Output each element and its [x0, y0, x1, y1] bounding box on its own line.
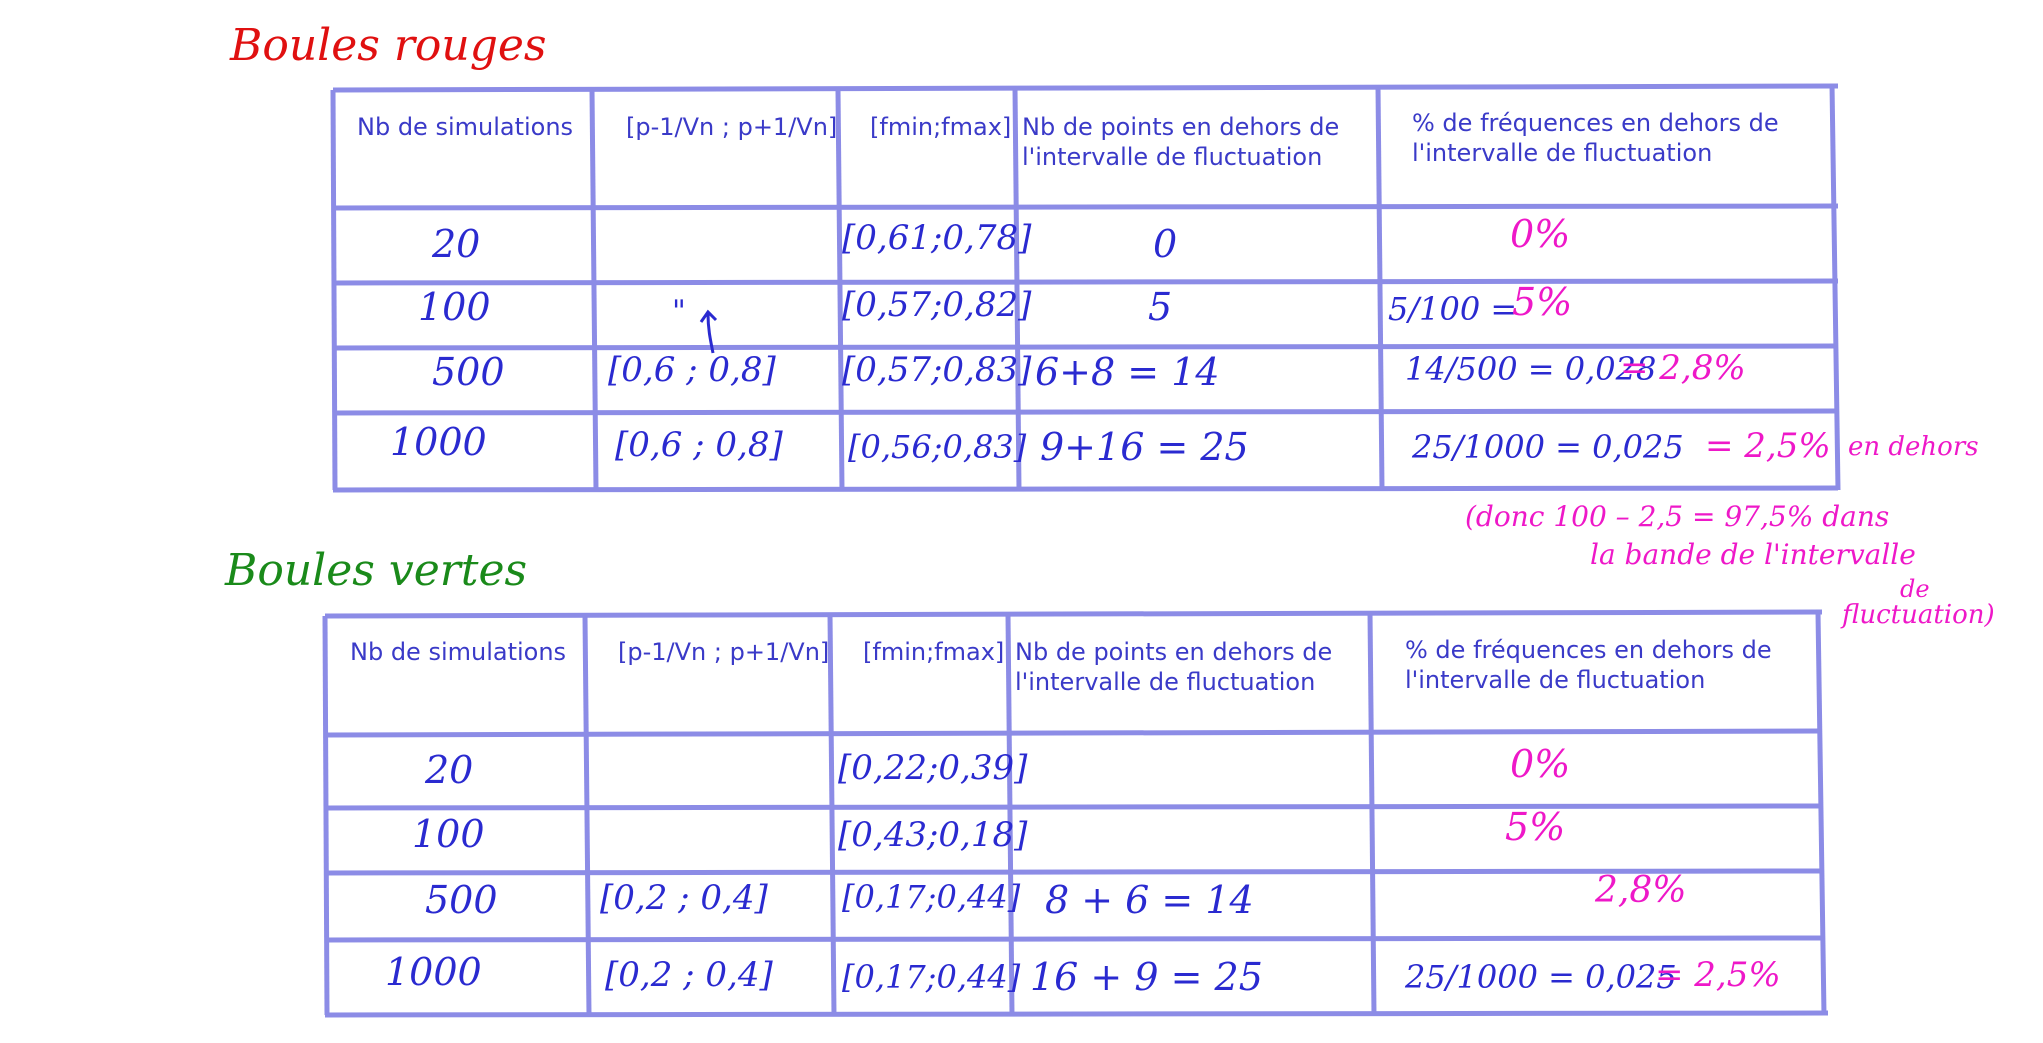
green-row4-outside: 16 + 9 = 25: [1030, 955, 1263, 999]
red-row3-fminmax: [0,57;0,83]: [842, 350, 1032, 390]
green-row4-pct-calc: 25/1000 = 0,025: [1405, 958, 1677, 996]
red-row2-outside: 5: [1148, 285, 1173, 329]
green-row4-interval: [0,2 ; 0,4]: [605, 955, 773, 995]
green-row3-fminmax: [0,17;0,44]: [842, 878, 1021, 916]
red-row4-fminmax: [0,56;0,83]: [848, 428, 1027, 466]
red-row3-pct-calc: 14/500 = 0,028: [1405, 350, 1657, 388]
red-row3-interval: [0,6 ; 0,8]: [608, 350, 776, 390]
red-header-fminfmax: [fmin;fmax]: [870, 113, 1012, 141]
green-row4-n: 1000: [385, 950, 482, 994]
green-header-interval: [p-1/Vn ; p+1/Vn]: [618, 638, 830, 666]
red-header-outside-pct: % de fréquences en dehors de l'intervalle de fluctuation: [1412, 109, 1779, 167]
red-row2-fminmax: [0,57;0,82]: [842, 285, 1032, 325]
red-row4-pct-calc: 25/1000 = 0,025: [1412, 428, 1684, 466]
red-row2-pct-calc: 5/100 =: [1388, 290, 1518, 328]
red-row1-outside: 0: [1153, 222, 1178, 266]
red-row4-n: 1000: [390, 420, 487, 464]
green-header-outside-points: Nb de points en dehors de l'intervalle de fluctuation: [1015, 638, 1333, 696]
red-row1-fminmax: [0,61;0,78]: [842, 218, 1032, 258]
note-line-3: de: [1900, 575, 1930, 603]
red-row3-outside: 6+8 = 14: [1035, 350, 1220, 394]
green-row4-pct: = 2,5%: [1655, 955, 1781, 995]
red-row1-pct: 0%: [1510, 212, 1571, 256]
note-line-4: fluctuation): [1842, 600, 1995, 630]
note-line-2: la bande de l'intervalle: [1590, 538, 1916, 571]
green-header-simulations: Nb de simulations: [350, 638, 567, 666]
red-header-simulations: Nb de simulations: [357, 113, 574, 141]
green-row3-interval: [0,2 ; 0,4]: [600, 878, 768, 918]
green-header-outside-pct: % de fréquences en dehors de l'intervalle de fluctuation: [1405, 636, 1772, 694]
red-row1-n: 20: [432, 222, 481, 266]
green-row3-n: 500: [425, 878, 498, 922]
red-row4-pct: = 2,5%: [1705, 426, 1831, 466]
red-balls-title: Boules rouges: [230, 20, 547, 71]
green-row3-pct: 2,8%: [1595, 870, 1687, 911]
red-row2-n: 100: [418, 285, 491, 329]
green-row1-n: 20: [425, 748, 474, 792]
red-row4-outside: 9+16 = 25: [1040, 425, 1249, 469]
red-row3-pct: = 2,8%: [1620, 348, 1746, 388]
green-row4-fminmax: [0,17;0,44]: [842, 958, 1021, 996]
green-row2-n: 100: [412, 812, 485, 856]
green-balls-title: Boules vertes: [225, 545, 528, 596]
red-row3-n: 500: [432, 350, 505, 394]
green-header-fminfmax: [fmin;fmax]: [863, 638, 1005, 666]
note-outside: en dehors: [1848, 432, 1979, 462]
red-row2-pct: 5%: [1512, 280, 1573, 324]
green-row2-fminmax: [0,43;0,18]: [838, 815, 1028, 855]
red-row2-interval: ": [672, 294, 686, 329]
red-row4-interval: [0,6 ; 0,8]: [615, 425, 783, 465]
red-header-interval: [p-1/Vn ; p+1/Vn]: [626, 113, 838, 141]
green-row1-pct: 0%: [1510, 742, 1571, 786]
green-row2-pct: 5%: [1505, 805, 1566, 849]
red-header-outside-points: Nb de points en dehors de l'intervalle de fluctuation: [1022, 113, 1340, 171]
green-row1-fminmax: [0,22;0,39]: [838, 748, 1028, 788]
note-line-1: (donc 100 – 2,5 = 97,5% dans: [1465, 500, 1890, 533]
green-row3-outside: 8 + 6 = 14: [1045, 878, 1254, 922]
